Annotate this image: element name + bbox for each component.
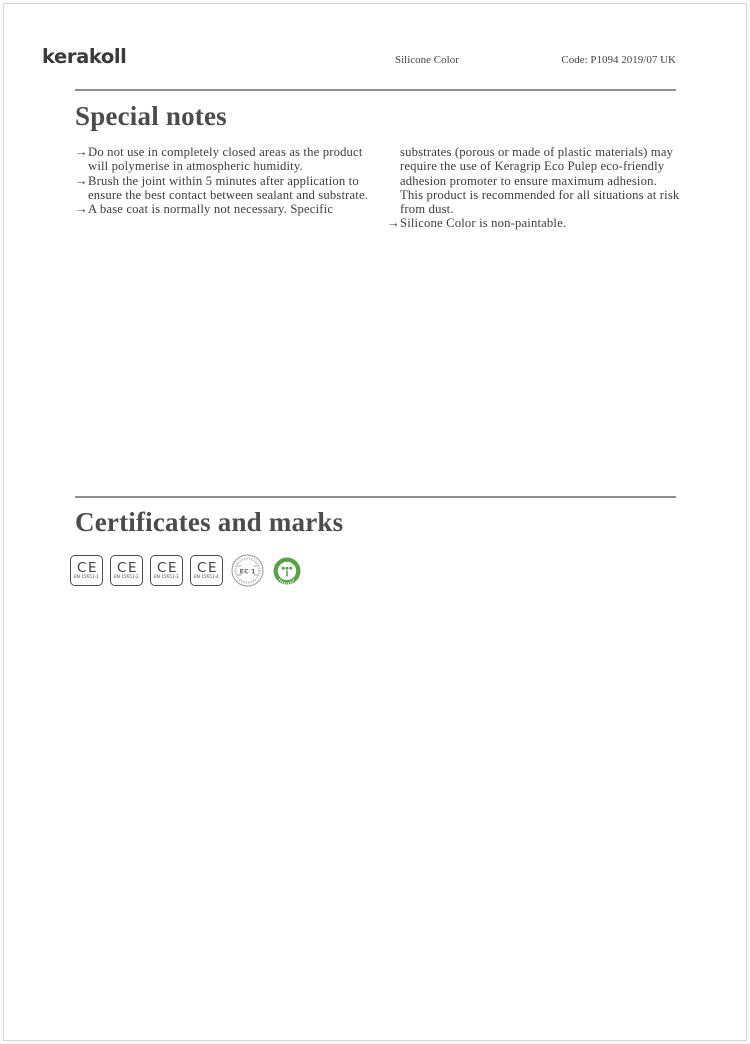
ce-mark: [70, 555, 103, 586]
section-title-special-notes: Special notes: [75, 101, 227, 131]
document-code: Code: P1094 2019/07 UK: [561, 54, 676, 66]
ce-logo-icon: CE: [197, 560, 218, 576]
kerakoll-logo: kerakoll: [42, 45, 127, 68]
document-page: [3, 3, 747, 1041]
arrow-bullet-icon: →: [75, 173, 88, 188]
arrow-bullet-icon: →: [387, 216, 400, 231]
ce-logo-icon: CE: [117, 560, 138, 576]
list-item-text: Brush the joint within 5 minutes after application to ensure the best contact between sealant and substrate.: [88, 173, 369, 202]
ce-mark: [110, 555, 143, 586]
emicode-ec1-mark-icon: [230, 553, 265, 588]
arrow-bullet-icon: →: [75, 202, 88, 217]
ce-standard-label: EN 15651-4: [194, 574, 219, 580]
product-name: Silicone Color: [395, 54, 459, 66]
notes-column-right: [387, 145, 681, 231]
list-item: [75, 202, 370, 216]
section-title-certificates: Certificates and marks: [75, 507, 344, 537]
certificate-marks-row: [70, 553, 302, 588]
list-item-continuation: [387, 145, 681, 216]
ce-mark: [190, 555, 223, 586]
section-divider: [75, 496, 676, 498]
eco-rating-mark-icon: [272, 556, 302, 586]
list-item-text: A base coat is normally not necessary. Specific: [88, 202, 334, 217]
list-item: [75, 145, 370, 174]
ce-standard-label: EN 15651-2: [114, 574, 139, 580]
list-item-text: Do not use in completely closed areas as the product will polymerise in atmospheric humidity.: [88, 145, 363, 174]
section-divider: [75, 89, 676, 91]
list-item: [387, 216, 681, 230]
ce-logo-icon: CE: [77, 560, 98, 576]
list-item-text: Silicone Color is non-paintable.: [400, 216, 567, 231]
notes-column-left: [75, 145, 370, 231]
ce-logo-icon: CE: [157, 560, 178, 576]
list-item: [75, 174, 370, 203]
arrow-bullet-icon: →: [75, 145, 88, 159]
ce-standard-label: EN 15651-1: [74, 574, 99, 580]
ec1-label: EC 1: [239, 567, 256, 576]
ce-standard-label: EN 15651-3: [154, 574, 179, 580]
list-item-text: substrates (porous or made of plastic materials) may require the use of Keragrip Eco Pulep eco-friendly adhesion promoter to ensure maximum adhesion. This product is recommended for all situations at risk from dust.: [400, 145, 680, 217]
ce-mark: [150, 555, 183, 586]
special-notes-columns: [75, 145, 681, 231]
